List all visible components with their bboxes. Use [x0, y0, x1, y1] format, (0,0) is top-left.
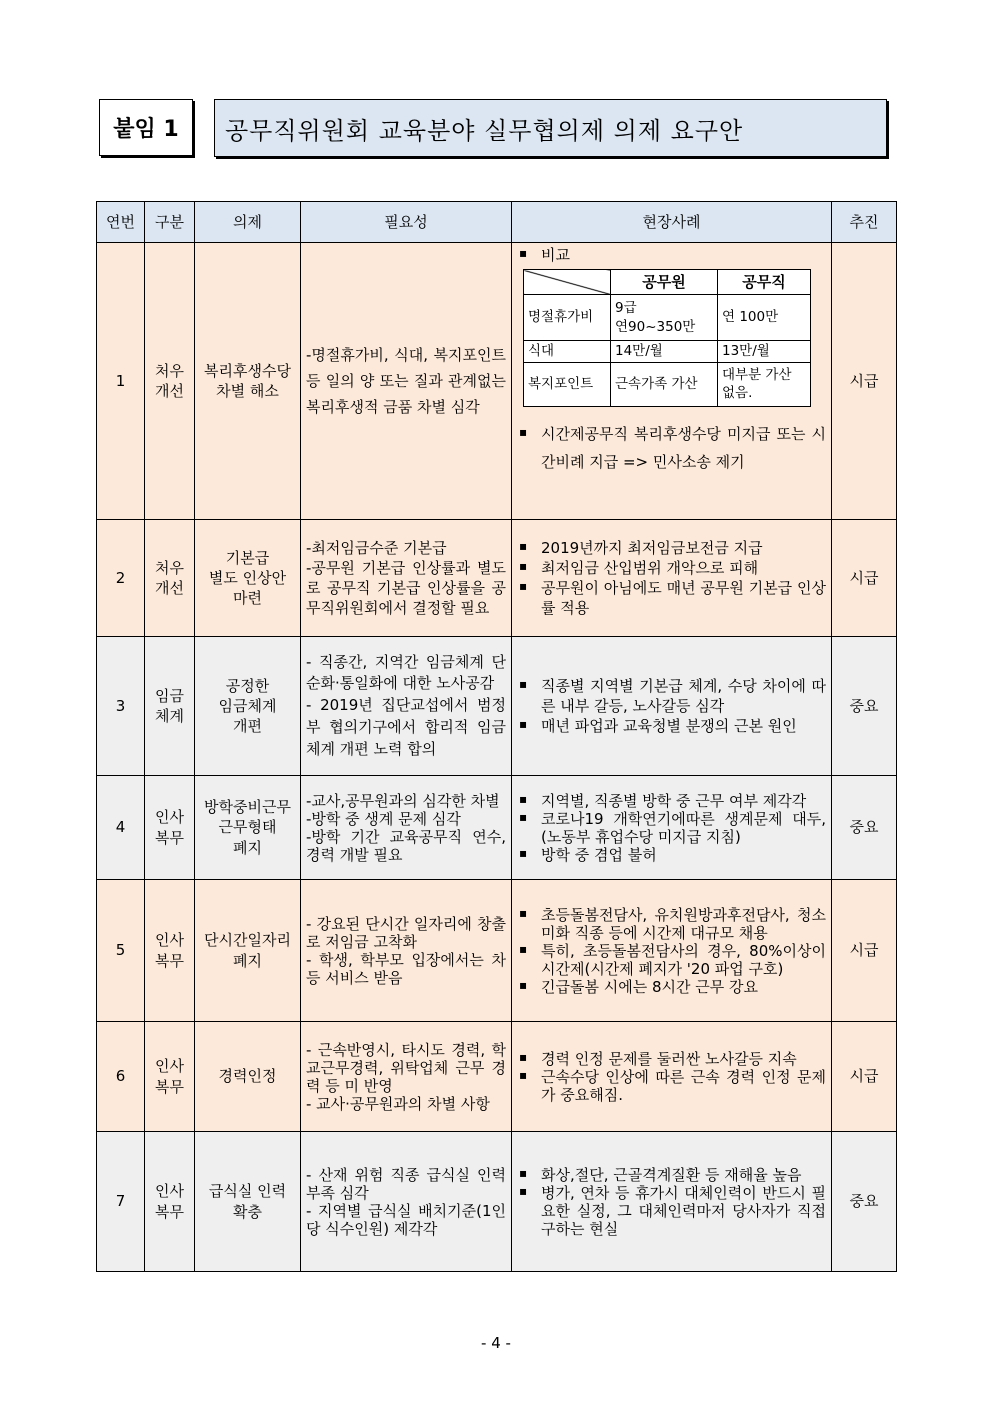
row-cases — [512, 1132, 832, 1272]
header-cases: 현장사례 — [512, 202, 832, 243]
agenda-table — [96, 201, 897, 1272]
row-agenda: 기본급 별도 인상안 마련 — [195, 520, 301, 637]
case-item: ▪ 공무원이 아님에도 매년 공무원 기본급 인상률 적용 — [517, 578, 826, 619]
case-item: ▪ 코로나19 개학연기에따른 생계문제 대두, (노동부 휴업수당 미지급 지침) — [517, 810, 826, 846]
case-item: ▪ 매년 파업과 교육청별 분쟁의 근본 원인 — [517, 716, 826, 736]
row-category: 인사 복무 — [145, 880, 195, 1022]
table-row — [97, 520, 897, 637]
header-no: 연번 — [97, 202, 145, 243]
case-item: ▪ 시간제공무직 복리후생수당 미지급 또는 시간비례 지급 => 민사소송 제기 — [517, 421, 826, 477]
row-category: 처우 개선 — [145, 243, 195, 520]
row-cases — [512, 520, 832, 637]
case-item: ▪ 긴급돌봄 시에는 8시간 근무 강요 — [517, 978, 826, 996]
case-item: ▪ 2019년까지 최저임금보전금 지급 — [517, 538, 826, 558]
row-necessity: - 강요된 단시간 일자리에 창출로 저임금 고착화 - 학생, 학부모 입장에서는 차등 서비스 받음 — [301, 880, 512, 1022]
comparison-cell: 14만/월 — [611, 341, 718, 363]
case-item: ▪ 초등돌봄전담사, 유치원방과후전담사, 청소미화 직종 등에 시간제 대규모 채용 — [517, 906, 826, 942]
row-category: 인사 복무 — [145, 1022, 195, 1132]
table-row — [97, 776, 897, 880]
table-header-row — [97, 202, 897, 243]
comparison-label: 복지포인트 — [524, 363, 611, 407]
row-priority: 시급 — [832, 520, 897, 637]
comparison-table — [523, 269, 811, 407]
row-no: 3 — [97, 637, 145, 776]
case-item: ▪ 특히, 초등돌봄전담사의 경우, 80%이상이 시간제(시간제 폐지가 '20 파업 구호) — [517, 942, 826, 978]
comparison-cell: 9급 연90~350만 — [611, 295, 718, 341]
row-no: 4 — [97, 776, 145, 880]
page-number: - 4 - — [481, 1334, 511, 1352]
case-item: ▪ 화상,절단, 근골격계질환 등 재해율 높음 — [517, 1166, 826, 1184]
header-agenda: 의제 — [195, 202, 301, 243]
table-row — [97, 243, 897, 520]
row-necessity: -교사,공무원과의 심각한 차별 -방학 중 생계 문제 심각 -방학 기간 교육공무직 연수, 경력 개발 필요 — [301, 776, 512, 880]
row-agenda: 방학중비근무 근무형태 폐지 — [195, 776, 301, 880]
comparison-label: 식대 — [524, 341, 611, 363]
row-necessity: -명절휴가비, 식대, 복지포인트 등 일의 양 또는 질과 관계없는 복리후생적 금품 차별 심각 — [301, 243, 512, 520]
comparison-cell: 13만/월 — [718, 341, 811, 363]
row-no: 5 — [97, 880, 145, 1022]
row-category: 인사 복무 — [145, 776, 195, 880]
row-no: 6 — [97, 1022, 145, 1132]
attachment-badge: 붙임 1 — [99, 99, 193, 156]
row-cases — [512, 880, 832, 1022]
row-category: 임금 체계 — [145, 637, 195, 776]
comparison-cell: 연 100만 — [718, 295, 811, 341]
row-priority: 시급 — [832, 880, 897, 1022]
comparison-cell: 대부분 가산 없음. — [718, 363, 811, 407]
row-category: 인사 복무 — [145, 1132, 195, 1272]
header-priority: 추진 — [832, 202, 897, 243]
row-no: 7 — [97, 1132, 145, 1272]
case-item: ▪ 비교 — [517, 245, 826, 265]
row-cases — [512, 776, 832, 880]
row-agenda: 복리후생수당 차별 해소 — [195, 243, 301, 520]
row-agenda: 단시간일자리 폐지 — [195, 880, 301, 1022]
row-no: 2 — [97, 520, 145, 637]
row-necessity: - 직종간, 지역간 임금체계 단순화·통일화에 대한 노사공감 - 2019년 집단교섭에서 범정부 협의기구에서 합리적 임금체계 개편 노력 합의 — [301, 637, 512, 776]
table-row — [97, 637, 897, 776]
row-necessity: -최저임금수준 기본급 -공무원 기본급 인상률과 별도로 공무직 기본급 인상률을 공무직위원회에서 결정할 필요 — [301, 520, 512, 637]
row-no: 1 — [97, 243, 145, 520]
table-row — [97, 880, 897, 1022]
case-item: ▪ 병가, 연차 등 휴가시 대체인력이 반드시 필요한 실정, 그 대체인력마저 당사자가 직접 구하는 현실 — [517, 1184, 826, 1238]
row-agenda: 공정한 임금체계 개편 — [195, 637, 301, 776]
case-item: ▪ 최저임금 산입범위 개악으로 피해 — [517, 558, 826, 578]
comparison-header: 공무직 — [718, 270, 811, 295]
case-item: ▪ 지역별, 직종별 방학 중 근무 여부 제각각 — [517, 792, 826, 810]
case-item: ▪ 근속수당 인상에 따른 근속 경력 인정 문제가 중요해짐. — [517, 1068, 826, 1104]
row-agenda: 경력인정 — [195, 1022, 301, 1132]
comparison-cell: 근속가족 가산 — [611, 363, 718, 407]
header-necessity: 필요성 — [301, 202, 512, 243]
row-category: 처우 개선 — [145, 520, 195, 637]
case-item: ▪ 방학 중 겸업 불허 — [517, 846, 826, 864]
case-item: ▪ 직종별 지역별 기본급 체계, 수당 차이에 따른 내부 갈등, 노사갈등 심각 — [517, 676, 826, 717]
row-priority: 중요 — [832, 637, 897, 776]
header-category: 구분 — [145, 202, 195, 243]
row-priority: 시급 — [832, 1022, 897, 1132]
table-row — [97, 1132, 897, 1272]
row-priority: 시급 — [832, 243, 897, 520]
comparison-label: 명절휴가비 — [524, 295, 611, 341]
document-title: 공무직위원회 교육분야 실무협의제 의제 요구안 — [214, 99, 887, 157]
row-cases — [512, 243, 832, 520]
row-agenda: 급식실 인력 확충 — [195, 1132, 301, 1272]
row-necessity: - 산재 위험 직종 급식실 인력 부족 심각 - 지역별 급식실 배치기준(1인당 식수인원) 제각각 — [301, 1132, 512, 1272]
table-row — [97, 1022, 897, 1132]
row-necessity: - 근속반영시, 타시도 경력, 학교근무경력, 위탁업체 근무 경력 등 미 반영 - 교사·공무원과의 차별 사항 — [301, 1022, 512, 1132]
comparison-header: 공무원 — [611, 270, 718, 295]
row-priority: 중요 — [832, 776, 897, 880]
case-item: ▪ 경력 인정 문제를 둘러싼 노사갈등 지속 — [517, 1050, 826, 1068]
row-cases — [512, 1022, 832, 1132]
row-priority: 중요 — [832, 1132, 897, 1272]
row-cases — [512, 637, 832, 776]
